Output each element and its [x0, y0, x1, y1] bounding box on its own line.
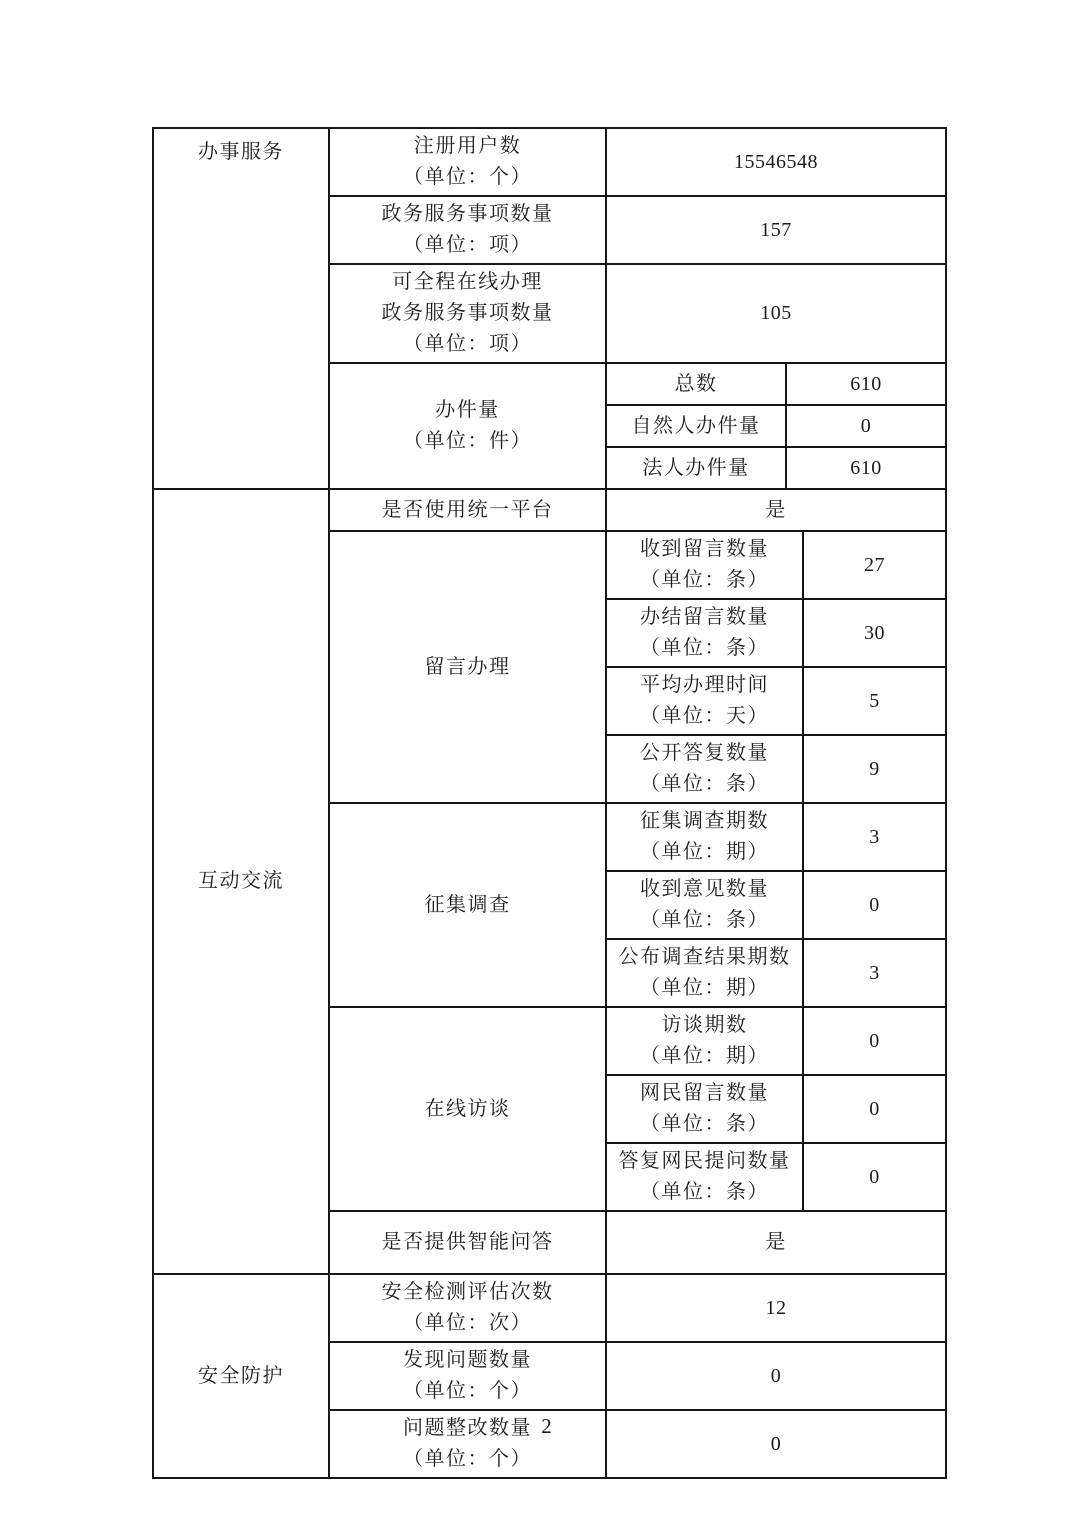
sub-label-cell: 收到意见数量 （单位：条）	[606, 871, 803, 939]
sub-value-cell: 5	[803, 667, 946, 735]
sub-label-cell: 收到留言数量 （单位：条）	[606, 531, 803, 599]
sub-label-cell: 办结留言数量 （单位：条）	[606, 599, 803, 667]
metric-label-cell: 是否使用统一平台	[329, 489, 606, 531]
sub-value-cell: 9	[803, 735, 946, 803]
metric-label-cell: 可全程在线办理 政务服务事项数量 （单位：项）	[329, 264, 606, 363]
sub-label-cell: 平均办理时间 （单位：天）	[606, 667, 803, 735]
value-cell: 12	[606, 1274, 946, 1342]
page-number: 2	[541, 1414, 552, 1438]
interaction-section-table	[152, 488, 947, 1275]
table-row	[153, 489, 946, 531]
category-cell: 办事服务	[153, 128, 329, 489]
sub-value-cell: 0	[803, 1075, 946, 1143]
metric-label-cell: 在线访谈	[329, 1007, 606, 1211]
metric-label-cell: 是否提供智能问答	[329, 1211, 606, 1274]
sub-value-cell: 30	[803, 599, 946, 667]
sub-label-cell: 答复网民提问数量 （单位：条）	[606, 1143, 803, 1211]
sub-value-cell: 0	[803, 871, 946, 939]
sub-label-cell: 总数	[606, 363, 786, 405]
metric-label-cell: 政务服务事项数量 （单位：项）	[329, 196, 606, 264]
sub-label-cell: 自然人办件量	[606, 405, 786, 447]
service-section-table	[152, 127, 947, 490]
sub-value-cell: 0	[786, 405, 946, 447]
sub-label-cell: 征集调查期数 （单位：期）	[606, 803, 803, 871]
metric-label-cell: 征集调查	[329, 803, 606, 1007]
sub-label-cell: 访谈期数 （单位：期）	[606, 1007, 803, 1075]
metric-label-cell: 注册用户数 （单位：个）	[329, 128, 606, 196]
metric-label-cell: 发现问题数量 （单位：个）	[329, 1342, 606, 1410]
sub-label-cell: 网民留言数量 （单位：条）	[606, 1075, 803, 1143]
report-table-page	[152, 127, 947, 1479]
sub-label-cell: 公开答复数量 （单位：条）	[606, 735, 803, 803]
security-section-table	[152, 1273, 947, 1479]
sub-value-cell: 3	[803, 939, 946, 1007]
sub-label-cell: 公布调查结果期数 （单位：期）	[606, 939, 803, 1007]
category-cell: 安全防护	[153, 1274, 329, 1478]
sub-value-cell: 3	[803, 803, 946, 871]
metric-label-cell: 安全检测评估次数 （单位：次）	[329, 1274, 606, 1342]
table-row	[153, 1274, 946, 1342]
table-row	[153, 128, 946, 196]
metric-label-cell: 留言办理	[329, 531, 606, 803]
sub-value-cell: 610	[786, 363, 946, 405]
value-cell: 105	[606, 264, 946, 363]
value-cell: 是	[606, 489, 946, 531]
metric-label-cell: 问题整改数量 （单位：个）	[329, 1410, 606, 1478]
value-cell: 0	[606, 1410, 946, 1478]
value-cell: 15546548	[606, 128, 946, 196]
value-cell: 157	[606, 196, 946, 264]
sub-value-cell: 27	[803, 531, 946, 599]
value-cell: 0	[606, 1342, 946, 1410]
sub-value-cell: 0	[803, 1143, 946, 1211]
metric-label-cell: 办件量 （单位：件）	[329, 363, 606, 489]
sub-value-cell: 610	[786, 447, 946, 489]
sub-value-cell: 0	[803, 1007, 946, 1075]
category-cell: 互动交流	[153, 489, 329, 1274]
value-cell: 是	[606, 1211, 946, 1274]
sub-label-cell: 法人办件量	[606, 447, 786, 489]
